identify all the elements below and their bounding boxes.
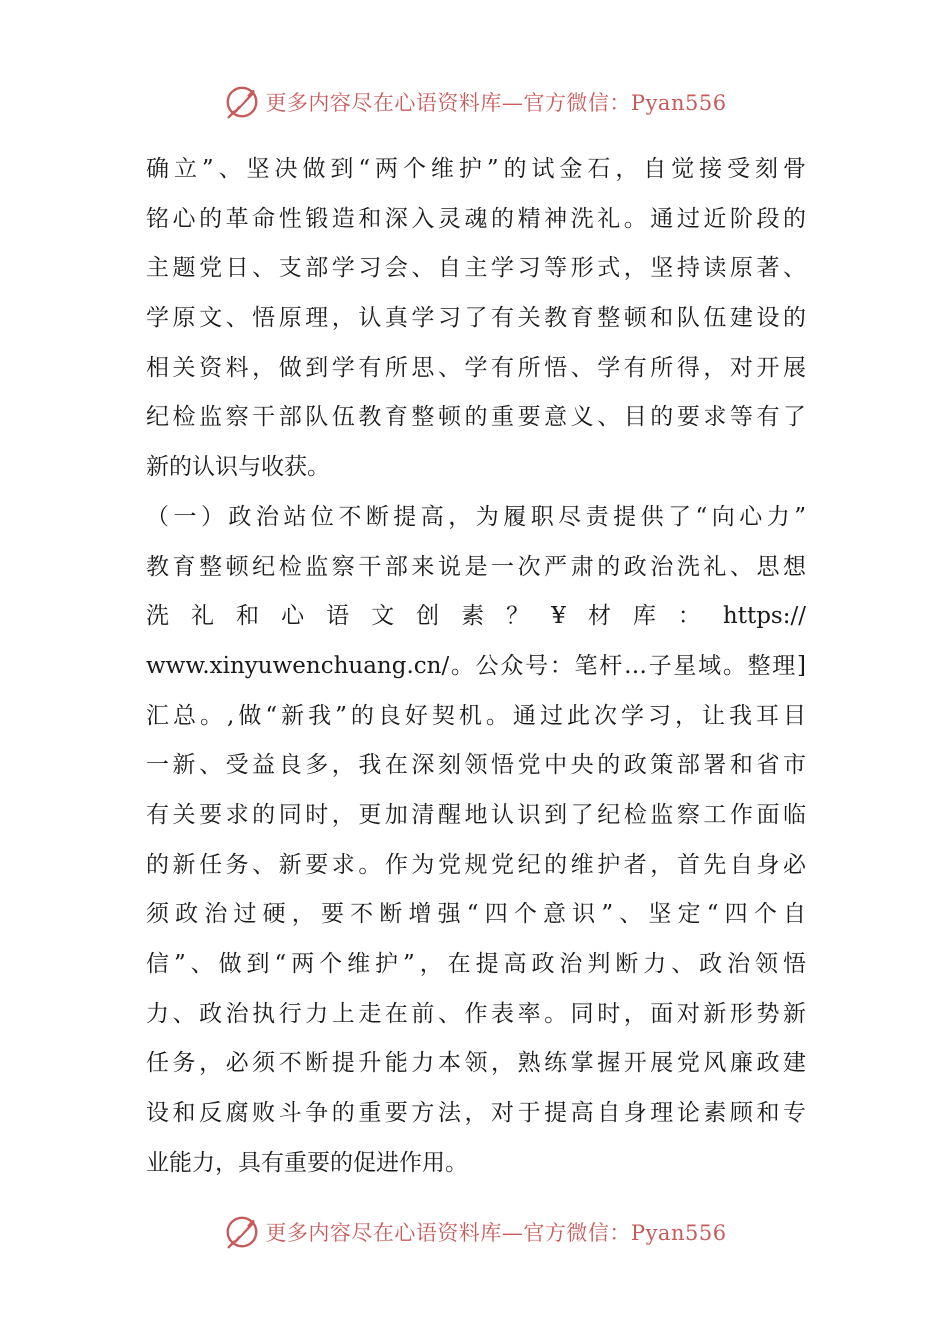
body-line: 力、政治执行力上走在前、作表率。同时，面对新形势新 [146,1000,806,1027]
body-line: 新的认识与收获。 [146,454,330,481]
document-body [146,145,806,1188]
quill-logo-icon [223,83,261,121]
body-line: 的新任务、新要求。作为党规党纪的维护者，首先自身必 [146,851,806,878]
body-line: 业能力，具有重要的促进作用。 [146,1149,468,1176]
body-line: 设和反腐败斗争的重要方法，对于提高自身理论素顾和专 [146,1100,806,1127]
body-line: 相关资料，做到学有所思、学有所悟、学有所得，对开展 [146,354,806,381]
body-line: 主题党日、支部学习会、自主学习等形式，坚持读原著、 [146,255,806,282]
quill-logo-icon [223,1213,261,1251]
header-banner [0,80,950,124]
header-banner-text: 更多内容尽在心语资料库—官方微信：Pyan556 [265,91,727,115]
body-line: 汇总。,做“新我”的良好契机。通过此次学习，让我耳目 [146,702,806,729]
body-line: 有关要求的同时，更加清醒地认识到了纪检监察工作面临 [146,801,806,828]
body-line: 洗礼和心语文创素？¥材库：https:// [146,603,806,630]
body-line: 学原文、悟原理，认真学习了有关教育整顿和队伍建设的 [146,305,806,332]
body-line: 确立”、坚决做到“两个维护”的试金石，自觉接受刻骨 [146,156,806,182]
body-line-url: www.xinyuwenchuang.cn/。公众号：笔杆…子星域。整理] [146,652,806,679]
body-line: 信”、做到“两个维护”，在提高政治判断力、政治领悟 [146,951,806,977]
body-line: 任务，必须不断提升能力本领，熟练掌握开展党风廉政建 [146,1050,806,1077]
body-line: 一新、受益良多，我在深刻领悟党中央的政策部署和省市 [146,752,806,779]
body-line: 铭心的革命性锻造和深入灵魂的精神洗礼。通过近阶段的 [146,205,806,232]
footer-banner-text: 更多内容尽在心语资料库—官方微信：Pyan556 [265,1221,727,1245]
footer-banner [0,1210,950,1254]
section-heading-line: （一）政治站位不断提高，为履职尽责提供了“向心力” [146,503,806,530]
body-line: 教育整顿纪检监察干部来说是一次严肃的政治洗礼、思想 [146,553,806,580]
body-line: 须政治过硬，要不断增强“四个意识”、坚定“四个自 [146,901,806,928]
body-line: 纪检监察干部队伍教育整顿的重要意义、目的要求等有了 [146,404,806,431]
